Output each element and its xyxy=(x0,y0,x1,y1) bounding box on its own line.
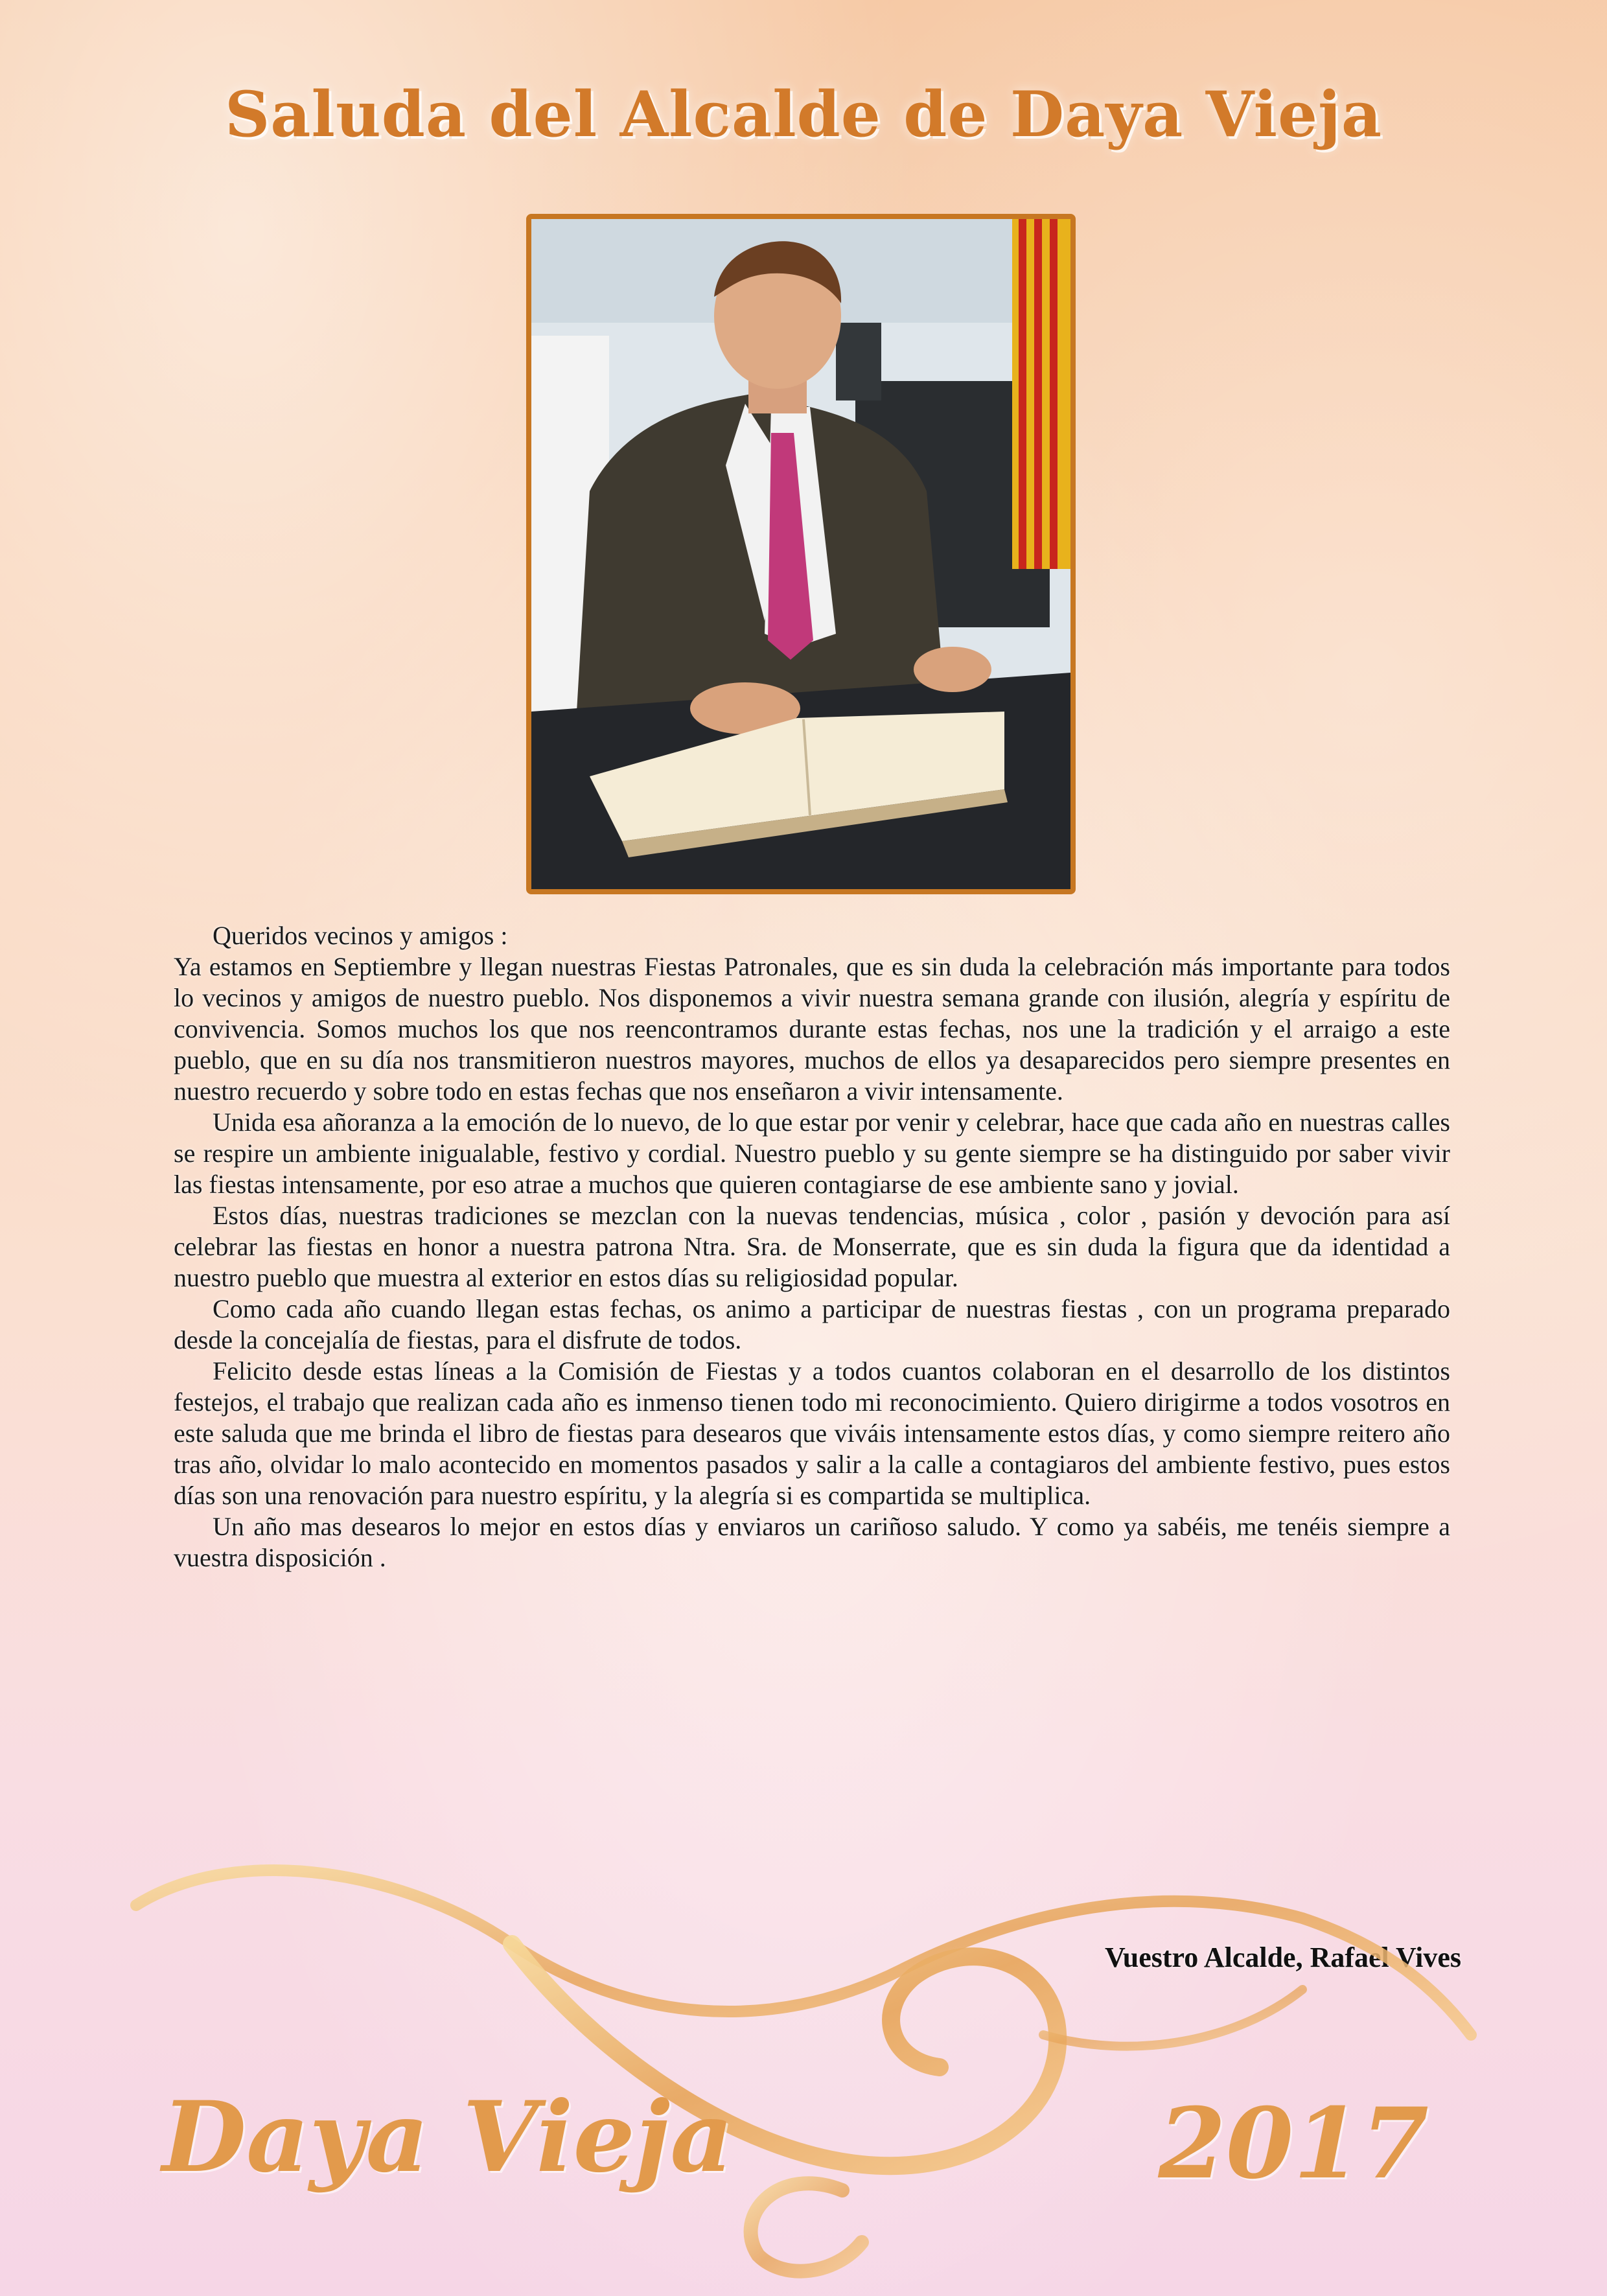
letter-paragraph: Unida esa añoranza a la emoción de lo nuevo, de lo que estar por venir y celebrar, hace que cada año en nuestras calles se respire un ambiente inigualable, festivo y cordial. Nuestro pueblo y su gente siempre se ha distinguido por saber vivir las fiestas intensamente, por eso atrae a muchos que quieren contagiarse de ese ambiente sano y jovial. xyxy=(174,1107,1450,1199)
mayor-photo-illustration xyxy=(531,219,1070,889)
page-title: Saluda del Alcalde de Daya Vieja xyxy=(224,78,1383,151)
letter-paragraph: Ya estamos en Septiembre y llegan nuestras Fiestas Patronales, que es sin duda la celebración más importante para todos lo vecinos y amigos de nuestro pueblo. Nos disponemos a vivir nuestra semana grande con ilusión, alegría y espíritu de convivencia. Somos muchos los que nos reencontramos durante estas fechas, nos une la tradición y el arraigo a este pueblo, que en su día nos transmitieron nuestros mayores, muchos de ellos ya desaparecidos pero siempre presentes en nuestro recuerdo y sobre todo en estas fechas que nos enseñaron a vivir intensamente. xyxy=(174,952,1450,1106)
mayor-photo xyxy=(526,214,1076,894)
footer-year: 2017 xyxy=(1158,2087,1429,2201)
letter-paragraph: Felicito desde estas líneas a la Comisión de Fiestas y a todos cuantos colaboran en el desarrollo de los distintos festejos, el trabajo que realizan cada año es inmenso tienen todo mi reconocimiento. Quiero dirigirme a todos vosotros en este saluda que me brinda el libro de fiestas para desearos que viváis intensamente estos días, y como siempre reitero año tras año, olvidar lo malo acontecido en momentos pasados y salir a la calle a contagiaros del ambiente festivo, pues estos días son una renovación para nuestro espíritu, y la alegría si es compartida se multiplica. xyxy=(174,1356,1450,1510)
letter-paragraph: Estos días, nuestras tradiciones se mezclan con la nuevas tendencias, música , color , pasión y devoción para así celebrar las fiestas en honor a nuestra patrona Ntra. Sra. de Monserrate, que es sin duda la figura que da identidad a nuestro pueblo que muestra al exterior en estos días su religiosidad popular. xyxy=(174,1201,1450,1292)
letter-body xyxy=(174,920,1450,1573)
letter-paragraph: Un año mas desearos lo mejor en estos días y enviaros un cariñoso saludo. Y como ya sabéis, me tenéis siempre a vuestra disposición . xyxy=(174,1512,1450,1572)
letter-paragraph: Como cada año cuando llegan estas fechas, os animo a participar de nuestras fiestas , con un programa preparado desde la concejalía de fiestas, para el disfrute de todos. xyxy=(174,1294,1450,1354)
signature: Vuestro Alcalde, Rafael Vives xyxy=(1105,1942,1461,1973)
footer-town-name: Daya Vieja xyxy=(162,2080,734,2194)
letter-greeting: Queridos vecinos y amigos : xyxy=(213,921,508,950)
decorative-swirl xyxy=(97,1827,1523,2281)
